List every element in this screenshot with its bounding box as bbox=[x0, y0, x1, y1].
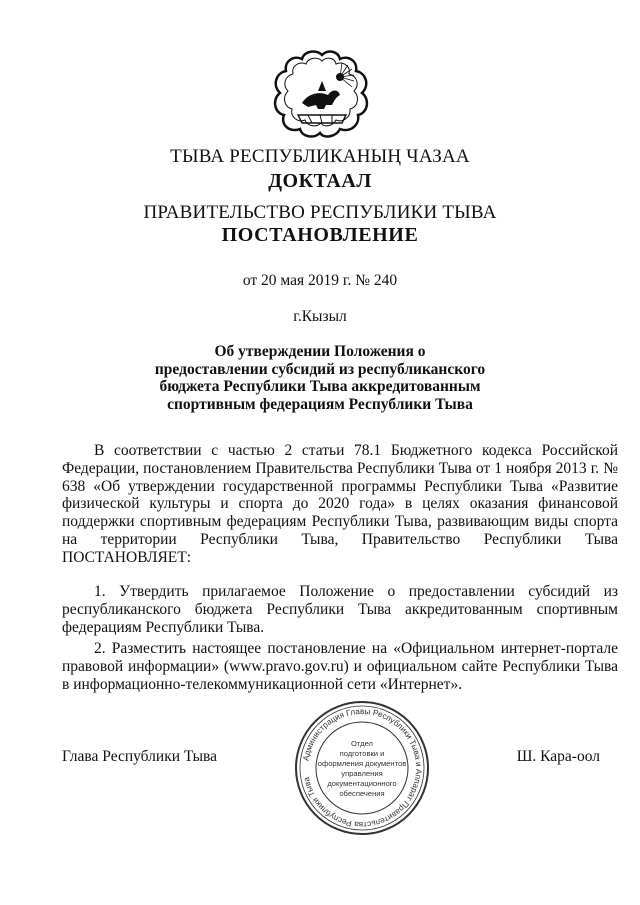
header-government: ПРАВИТЕЛЬСТВО РЕСПУБЛИКИ ТЫВА bbox=[143, 202, 497, 223]
svg-text:обеспечения: обеспечения bbox=[339, 789, 385, 798]
title-line: Об утверждении Положения о bbox=[214, 343, 426, 360]
header-decree: ПОСТАНОВЛЕНИЕ bbox=[221, 224, 419, 246]
signatory-name: Ш. Кара-оол bbox=[516, 748, 600, 765]
preamble-paragraph: В соответствии с частью 2 статьи 78.1 Бюджетного кодекса Российской Федерации, постановлением Правительства Республики Тыва от 1 ноября 2013 г. № 638 «Об утверждении государственной программы Республики Тыва «Развитие физической культуры и спорта до 2020 года» в целях оказания финансовой поддержки спортивным федерациям Республики Тыва, развивающим виды спорта на территории Республики Тыва, Правительство Республики Тыва ПОСТАНОВЛЯЕТ: bbox=[62, 442, 618, 566]
official-stamp bbox=[292, 698, 432, 838]
title-line: бюджета Республики Тыва аккредитованным bbox=[159, 378, 481, 396]
header-tuvan-decree: ДОКТААЛ bbox=[268, 170, 372, 192]
document-title bbox=[150, 343, 490, 414]
resolution-item-1: 1. Утвердить прилагаемое Положение о предоставлении субсидий из республиканского бюджета Республики Тыва аккредитованным спортивным федерациям Республики Тыва. bbox=[62, 583, 618, 636]
stamp-ring-text: Администрация Главы Республики Тыва и Аппарат Правительства Республики Тыва bbox=[301, 706, 424, 830]
svg-text:документационного: документационного bbox=[327, 779, 397, 788]
svg-text:управления: управления bbox=[341, 769, 383, 778]
document-city: г.Кызыл bbox=[293, 308, 347, 325]
svg-text:оформления документов: оформления документов bbox=[317, 759, 407, 768]
signatory-position: Глава Республики Тыва bbox=[62, 748, 218, 765]
resolution-item-2: 2. Разместить настоящее постановление на «Официальном интернет-портале правовой информации» (www.pravo.gov.ru) и официальном сайте Республики Тыва в информационно-телекоммуникационной сети «Интернет». bbox=[62, 640, 618, 693]
coat-of-arms-icon bbox=[268, 47, 376, 143]
svg-text:Отдел: Отдел bbox=[351, 739, 373, 748]
title-line: спортивным федерациям Республики Тыва bbox=[167, 396, 473, 414]
title-line: предоставлении субсидий из республиканского bbox=[154, 360, 486, 378]
stamp-center-text bbox=[318, 739, 407, 798]
svg-text:подготовки и: подготовки и bbox=[339, 749, 385, 758]
header-tuvan-government: ТЫВА РЕСПУБЛИКАНЫҢ ЧАЗАА bbox=[170, 146, 470, 167]
document-date: от 20 мая 2019 г. № 240 bbox=[242, 272, 398, 289]
